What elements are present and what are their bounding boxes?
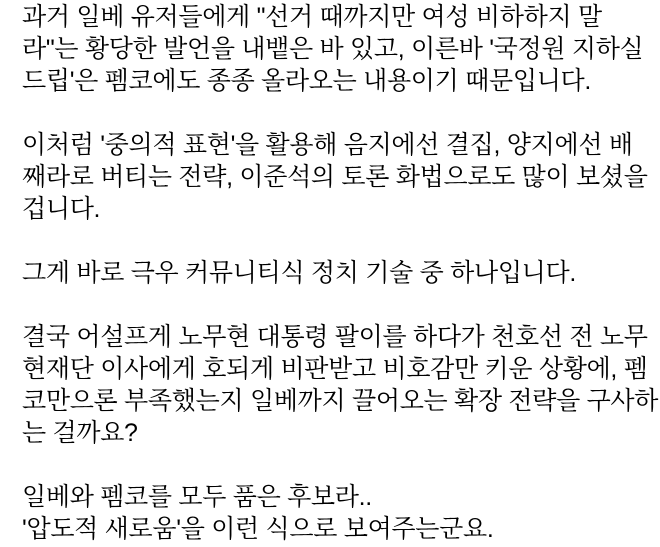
text-line: 현재단 이사에게 호되게 비판받고 비호감만 키운 상황에, 펨 — [22, 355, 648, 383]
paragraph-4 — [22, 321, 659, 449]
text-line: 라"는 황당한 발언을 내뱉은 바 있고, 이른바 '국정원 지하실 — [22, 35, 644, 63]
text-line: 째라로 버티는 전략, 이준석의 토론 화법으로도 많이 보셨을 — [22, 163, 648, 191]
text-line: 과거 일베 유저들에게 "선거 때까지만 여성 비하하지 말 — [22, 3, 602, 31]
text-line: '압도적 새로움'을 이런 식으로 보여주는군요. — [22, 515, 494, 543]
paragraph-5 — [22, 481, 652, 545]
paragraph-2 — [22, 129, 652, 225]
text-line: 드립'은 펨코에도 종종 올라오는 내용이기 때문입니다. — [22, 67, 592, 95]
text-line: 코만으론 부족했는지 일베까지 끌어오는 확장 전략을 구사하 — [22, 387, 659, 415]
paragraph-1 — [22, 1, 652, 97]
text-line: 일베와 펨코를 모두 품은 후보라.. — [22, 483, 372, 511]
text-line: 겁니다. — [22, 195, 101, 223]
text-line: 는 걸까요? — [22, 419, 138, 447]
text-line: 그게 바로 극우 커뮤니티식 정치 기술 중 하나입니다. — [22, 259, 577, 287]
text-line: 이처럼 '중의적 표현'을 활용해 음지에선 결집, 양지에선 배 — [22, 131, 633, 159]
text-line: 결국 어설프게 노무현 대통령 팔이를 하다가 천호선 전 노무 — [22, 323, 648, 351]
paragraph-3 — [22, 257, 652, 289]
